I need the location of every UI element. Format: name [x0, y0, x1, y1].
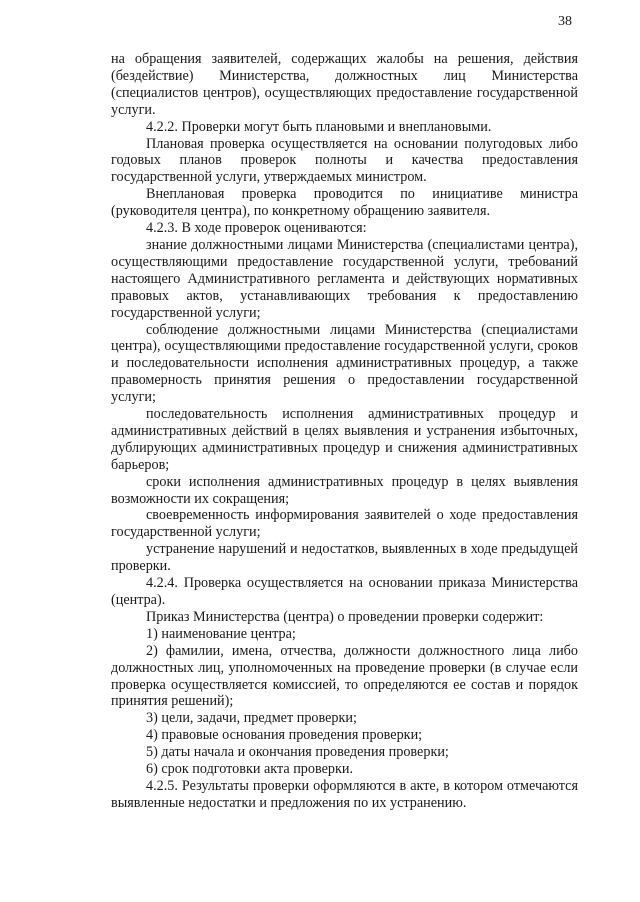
page-number: 38: [558, 14, 572, 29]
paragraph: устранение нарушений и недостатков, выявленных в ходе предыдущей проверки.: [111, 541, 578, 575]
paragraph: 4.2.3. В ходе проверок оцениваются:: [146, 220, 367, 237]
paragraph: знание должностными лицами Министерства (специалистами центра), осуществляющими предоставление государственной услуги, требований настоящего Административного регламента и действующих нормативных правовых актов, устанавливающих требования к предоставлению государственной услуги;: [111, 236, 578, 321]
paragraph: 1) наименование центра;: [146, 625, 296, 642]
paragraph: соблюдение должностными лицами Министерства (специалистами центра), осуществляющими предоставление государственной услуги, сроков и последовательности исполнения административных процедур, а также правомерность принятия решения о предоставлении государственной услуги;: [111, 321, 578, 406]
paragraph: Плановая проверка осуществляется на основании полугодовых либо годовых планов проверок полноты и качества предоставления государственной услуги, утверждаемых министром.: [111, 135, 578, 186]
paragraph: 3) цели, задачи, предмет проверки;: [146, 710, 357, 727]
paragraph: 4) правовые основания проведения проверки;: [146, 727, 423, 744]
paragraph: 5) даты начала и окончания проведения проверки;: [146, 744, 449, 761]
paragraph: своевременность информирования заявителей о ходе предоставления государственной услуги;: [111, 507, 578, 541]
paragraph: на обращения заявителей, содержащих жалобы на решения, действия (бездействие) Министерства, должностных лиц Министерства (специалистов центров), осуществляющих предоставление государственной услуги.: [111, 51, 578, 118]
paragraph: 6) срок подготовки акта проверки.: [146, 761, 354, 778]
paragraph: 4.2.4. Проверка осуществляется на основании приказа Министерства (центра).: [111, 575, 578, 608]
paragraph: 4.2.5. Результаты проверки оформляются в акте, в котором отмечаются выявленные недостатки и предложения по их устранению.: [111, 777, 578, 811]
paragraph: Внеплановая проверка проводится по инициативе министра (руководителя центра), по конкретному обращению заявителя.: [111, 186, 578, 220]
paragraph: сроки исполнения административных процедур в целях выявления возможности их сокращения;: [111, 473, 578, 507]
paragraph: Приказ Министерства (центра) о проведении проверки содержит:: [146, 608, 544, 625]
document-body: [111, 51, 578, 812]
paragraph: последовательность исполнения административных процедур и административных действий в целях выявления и устранения избыточных, дублирующих административных процедур и снижения административных барьеров;: [111, 406, 578, 473]
paragraph: 2) фамилии, имена, отчества, должности должностного лица либо должностных лиц, уполномоченных на проведение проверки (в случае если проверка осуществляется комиссией, то определяются ее состав и порядок принятия решений);: [111, 642, 578, 710]
paragraph: 4.2.2. Проверки могут быть плановыми и внеплановыми.: [146, 118, 492, 135]
